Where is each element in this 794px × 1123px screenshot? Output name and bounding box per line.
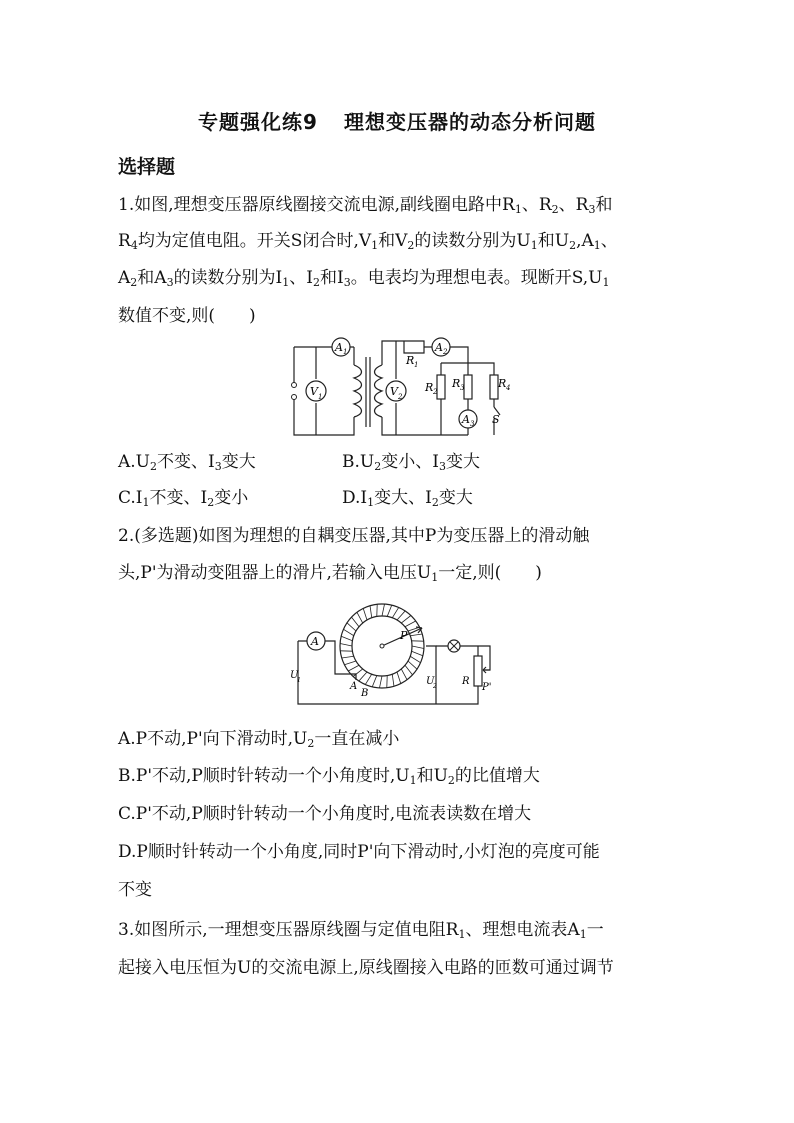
svg-text:U: U — [426, 676, 435, 687]
winding-tick — [365, 674, 371, 684]
q2-line-1: 2.(多选题)如图为理想的自耦变压器,其中P为变压器上的滑动触 — [118, 526, 590, 546]
q2-option-b: B.P'不动,P顺时针转动一个小角度时$,U_1$和$U_2$的比值增大 — [118, 766, 540, 787]
winding-tick — [344, 661, 356, 665]
svg-text:S: S — [492, 413, 500, 426]
svg-text:1: 1 — [414, 361, 419, 369]
winding-tick — [405, 621, 416, 627]
winding-tick — [412, 651, 423, 656]
winding-tick — [387, 605, 392, 616]
svg-text:2: 2 — [398, 393, 403, 401]
winding-tick — [405, 665, 413, 675]
svg-text:2: 2 — [433, 388, 438, 396]
svg-text:R: R — [425, 381, 434, 394]
title-topic: 理想变压器的动态分析问题 — [343, 110, 596, 134]
title-series: 专题强化练9 — [198, 110, 318, 134]
svg-text:2: 2 — [433, 683, 437, 690]
winding-tick — [410, 656, 420, 662]
winding-tick — [341, 636, 352, 641]
svg-text:A: A — [335, 341, 343, 354]
svg-text:A: A — [435, 341, 443, 354]
winding-tick — [357, 612, 363, 623]
winding-tick — [342, 656, 354, 658]
winding-tick — [370, 606, 372, 618]
q3-line-2: 起接入电压恒为U的交流电源上,原线圈接入电路的匝数可通过调节 — [118, 958, 614, 978]
winding-tick — [372, 676, 377, 687]
winding-tick — [397, 672, 401, 684]
svg-text:2: 2 — [443, 348, 448, 356]
svg-text:V: V — [310, 385, 318, 398]
svg-text:1: 1 — [343, 348, 348, 356]
winding-tick — [359, 672, 367, 681]
svg-text:P': P' — [482, 682, 492, 693]
svg-text:R: R — [498, 377, 507, 390]
winding-tick — [379, 676, 382, 688]
winding-tick — [352, 617, 360, 627]
q1-option-c: $C.I_1$不变、$I_2$变小 — [118, 488, 249, 509]
winding-tick — [401, 616, 411, 624]
svg-text:P: P — [400, 629, 408, 642]
q1-option-b: $B.U_2$变小、$I_3$变大 — [342, 452, 480, 473]
svg-text:3: 3 — [470, 420, 475, 428]
q1-circuit-diagram — [286, 335, 516, 440]
q1-line-1: 1.如图,理想变压器原线圈接交流电源,副线圈电路中$R_1$、$R_2$、$R_3$和 — [118, 195, 613, 216]
winding-tick — [410, 634, 422, 636]
winding-tick — [412, 646, 424, 649]
winding-tick — [382, 604, 385, 616]
svg-text:B: B — [361, 688, 369, 699]
svg-text:A: A — [462, 413, 470, 426]
winding-tick — [353, 669, 363, 677]
source-terminal-top — [292, 383, 297, 388]
q1-line-4: 数值不变,则( ) — [118, 306, 256, 326]
winding-tick — [392, 607, 398, 617]
page-title — [0, 106, 794, 135]
svg-text:R: R — [406, 354, 415, 367]
winding-tick — [347, 623, 356, 631]
center-pivot — [380, 644, 384, 648]
winding-tick — [392, 674, 394, 686]
svg-text:3: 3 — [460, 384, 465, 392]
svg-text:A: A — [311, 635, 319, 648]
winding-tick — [340, 643, 352, 646]
winding-tick — [408, 661, 417, 669]
svg-text:1: 1 — [297, 677, 301, 684]
svg-text:V: V — [390, 385, 398, 398]
q2-option-a: A.P不动,P'向下滑动时$,U_2$一直在减小 — [118, 729, 400, 750]
q2-option-d-line-1: D.P顺时针转动一个小角度,同时P'向下滑动时,小灯泡的亮度可能 — [118, 842, 600, 862]
svg-text:A: A — [350, 681, 358, 692]
svg-text:1: 1 — [318, 393, 323, 401]
q1-option-d: $D.I_1$变大、$I_2$变大 — [342, 488, 473, 509]
winding-tick — [343, 629, 353, 635]
q2-option-c: C.P'不动,P顺时针转动一个小角度时,电流表读数在增大 — [118, 804, 532, 824]
section-heading: 选择题 — [118, 156, 176, 178]
q3-line-1: 3.如图所示,一理想变压器原线圈与定值电阻$R_1$、理想电流表$A_1$一 — [118, 920, 604, 941]
svg-text:R: R — [452, 377, 461, 390]
winding-tick — [363, 608, 367, 620]
svg-text:R: R — [462, 676, 470, 687]
q2-autotransformer-diagram — [290, 604, 510, 712]
q2-option-d-line-2: 不变 — [118, 880, 152, 900]
winding-tick — [348, 665, 359, 671]
q1-line-2: $R_4$均为定值电阻。开关S闭合时$,V_1$和$V_2$的读数分别为$U_1$和$U_2,A_1$、 — [118, 231, 618, 252]
q2-line-2: 头,P'为滑动变阻器上的滑片,若输入电压$U_1$一定,则( ) — [118, 563, 542, 584]
svg-text:4: 4 — [506, 384, 511, 392]
q1-option-a: $A.U_2$不变、$I_3$变大 — [118, 452, 256, 473]
q1-line-3: $A_2$和$A_3$的读数分别为$I_1$、$I_2$和$I_3$。电表均为理想电表。现断开$S,U_1$ — [118, 268, 610, 289]
svg-text:U: U — [290, 670, 299, 681]
winding-tick — [397, 611, 405, 620]
source-terminal-bottom — [292, 395, 297, 400]
winding-tick — [401, 669, 407, 680]
